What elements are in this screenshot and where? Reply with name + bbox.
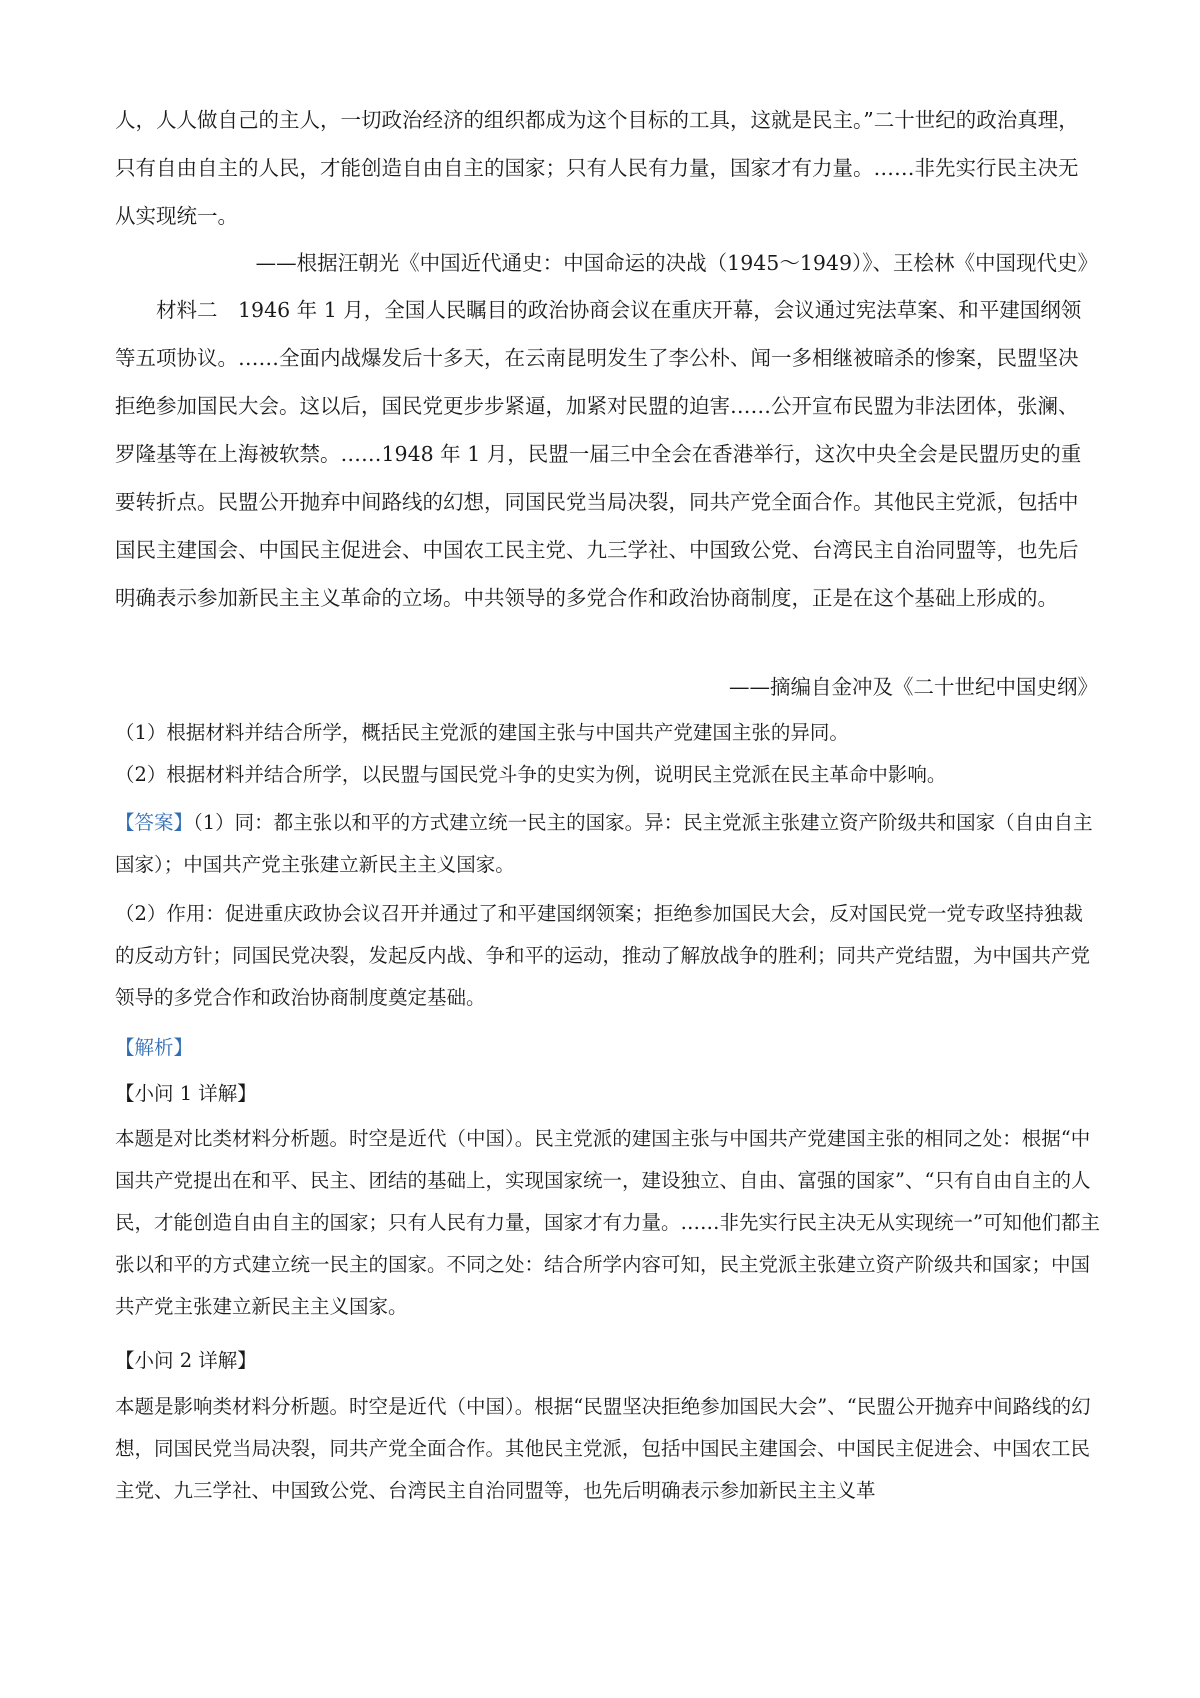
- analysis-label: 【解析】: [115, 1036, 194, 1059]
- sub-question-one-title: 【小问 1 详解】: [115, 1082, 257, 1105]
- sub-question-two-body: [115, 1386, 1100, 1512]
- answer-one: （1）同：都主张以和平的方式建立统一民主的国家。异：民主党派主张建立资产阶级共和国家（自由自主国家）；中国共产党主张建立新民主主义国家。: [115, 811, 1093, 876]
- question-two: （2）根据材料并结合所学，以民盟与国民党斗争的史实为例，说明民主党派在民主革命中影响。: [115, 763, 947, 786]
- answer-two-block: [115, 893, 1100, 1019]
- material-one-citation: ——根据汪朝光《中国近代通史：中国命运的决战（1945～1949）》、王桧林《中国现代史》: [255, 251, 1098, 275]
- analysis-label-block: [115, 1027, 1100, 1069]
- answer-two: （2）作用：促进重庆政协会议召开并通过了和平建国纲领案；拒绝参加国民大会，反对国民党一党专政坚持独裁的反动方针；同国民党决裂，发起反内战、争和平的运动，推动了解放战争的胜利；同共产党结盟，为中国共产党领导的多党合作和政治协商制度奠定基础。: [115, 902, 1091, 1009]
- question-one: （1）根据材料并结合所学，概括民主党派的建国主张与中国共产党建国主张的异同。: [115, 721, 849, 744]
- answer-label: 【答案】: [115, 811, 194, 834]
- sub-question-one-text: 本题是对比类材料分析题。时空是近代（中国）。民主党派的建国主张与中国共产党建国主张的相同之处：根据“中国共产党提出在和平、民主、团结的基础上，实现国家统一，建设独立、自由、富强的国家”、“只有自由自主的人民，才能创造自由自主的国家；只有人民有力量，国家才有力量。……非先实行民主决无从实现统一”可知他们都主张以和平的方式建立统一民主的国家。不同之处：结合所学内容可知，民主党派主张建立资产阶级共和国家；中国共产党主张建立新民主主义国家。: [115, 1127, 1100, 1318]
- sub-question-two-text: 本题是影响类材料分析题。时空是近代（中国）。根据“民盟坚决拒绝参加国民大会”、“民盟公开抛弃中间路线的幻想，同国民党当局决裂，同共产党全面合作。其他民主党派，包括中国民主建国会、中国民主促进会、中国农工民主党、九三学社、中国致公党、台湾民主自治同盟等，也先后明确表示参加新民主主义革: [115, 1395, 1091, 1502]
- sub-question-two-title-block: [115, 1340, 1100, 1382]
- questions-block: [115, 712, 1100, 796]
- material-one-paragraph: [115, 96, 1097, 240]
- material-two-citation: ——摘编自金冲及《二十世纪中国史纲》: [729, 675, 1098, 699]
- sub-question-one-title-block: [115, 1073, 1100, 1115]
- answer-block: [115, 802, 1100, 886]
- material-one-text: 人，人人做自己的主人，一切政治经济的组织都成为这个目标的工具，这就是民主。”二十世纪的政治真理，只有自由自主的人民，才能创造自由自主的国家；只有人民有力量，国家才有力量。……非先实行民主决无从实现统一。: [115, 108, 1079, 228]
- sub-question-one-body: [115, 1118, 1100, 1328]
- material-two-paragraph: [115, 286, 1097, 622]
- material-two-text: 材料二 1946 年 1 月，全国人民瞩目的政治协商会议在重庆开幕，会议通过宪法草案、和平建国纲领等五项协议。……全面内战爆发后十多天，在云南昆明发生了李公朴、闻一多相继被暗杀的惨案，民盟坚决拒绝参加国民大会。这以后，国民党更步步紧逼，加紧对民盟的迫害……公开宣布民盟为非法团体，张澜、罗隆基等在上海被软禁。……1948 年 1 月，民盟一届三中全会在香港举行，这次中央全会是民盟历史的重要转折点。民盟公开抛弃中间路线的幻想，同国民党当局决裂，同共产党全面合作。其他民主党派，包括中国民主建国会、中国民主促进会、中国农工民主党、九三学社、中国致公党、台湾民主自治同盟等，也先后明确表示参加新民主主义革命的立场。中共领导的多党合作和政治协商制度，正是在这个基础上形成的。: [115, 298, 1082, 610]
- sub-question-two-title: 【小问 2 详解】: [115, 1349, 257, 1372]
